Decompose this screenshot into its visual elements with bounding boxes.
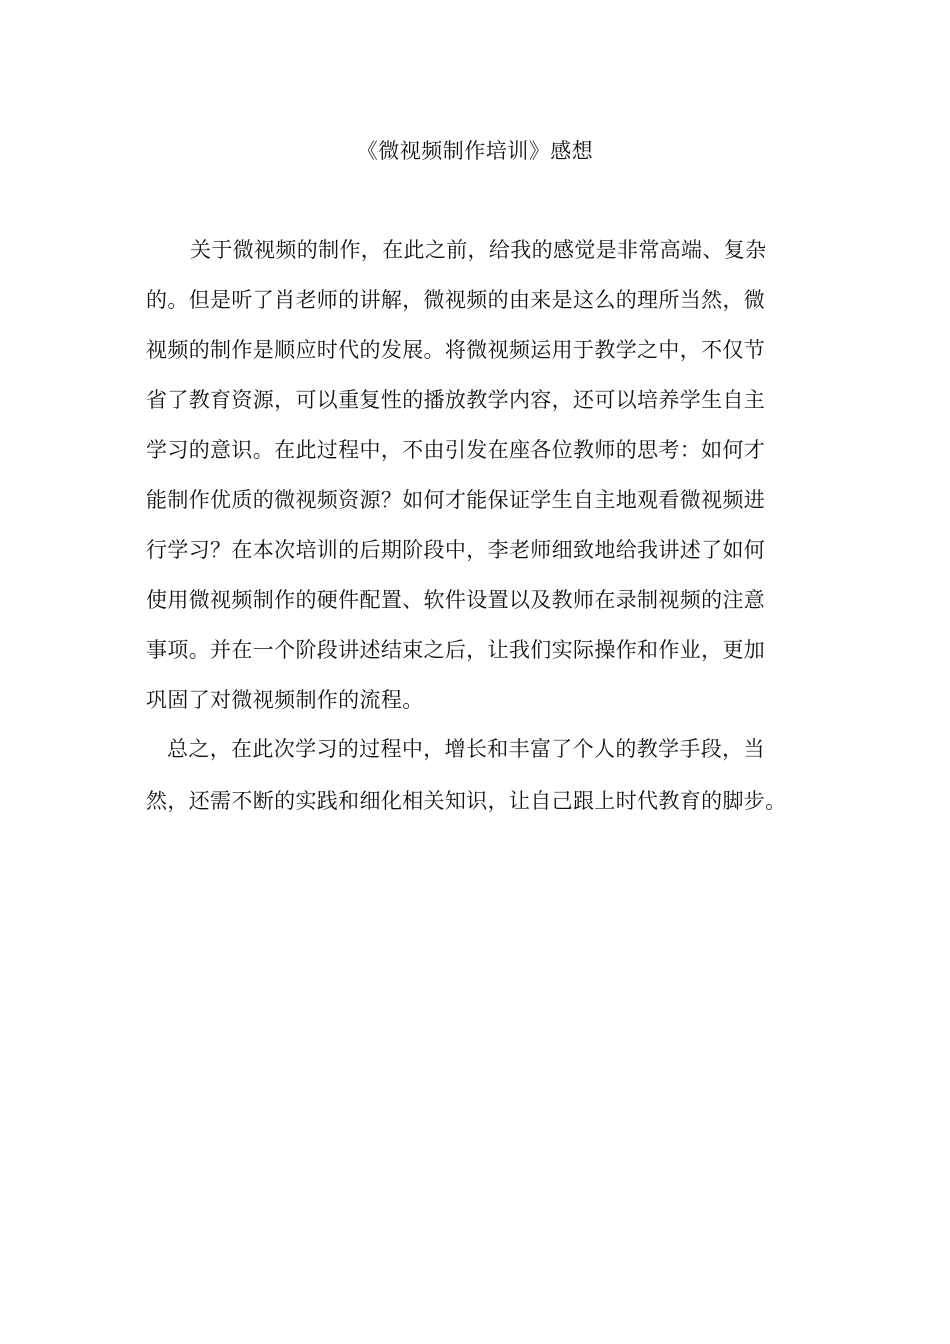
paragraph-1-line-6: 能制作优质的微视频资源？如何才能保证学生自主地观看微视频进 <box>146 488 766 512</box>
paragraph-2-line-2: 然，还需不断的实践和细化相关知识，让自己跟上时代教育的脚步。 <box>146 789 787 813</box>
paragraph-1-line-1: 关于微视频的制作，在此之前，给我的感觉是非常高端、复杂 <box>190 238 767 262</box>
paragraph-1-line-3: 视频的制作是顺应时代的发展。将微视频运用于教学之中，不仅节 <box>146 338 766 362</box>
paragraph-1-line-9: 事项。并在一个阶段讲述结束之后，让我们实际操作和作业，更加 <box>146 638 766 662</box>
paragraph-1-line-2: 的。但是听了肖老师的讲解，微视频的由来是这么的理所当然，微 <box>146 288 766 312</box>
paragraph-1-line-10: 巩固了对微视频制作的流程。 <box>146 688 424 712</box>
paragraph-2-line-1: 总之，在此次学习的过程中，增长和丰富了个人的教学手段，当 <box>167 737 765 761</box>
document-title: 《微视频制作培训》感想 <box>356 139 594 163</box>
paragraph-1-line-8: 使用微视频制作的硬件配置、软件设置以及教师在录制视频的注意 <box>146 588 766 612</box>
paragraph-1-line-5: 学习的意识。在此过程中，不由引发在座各位教师的思考：如何才 <box>146 438 766 462</box>
paragraph-1-line-7: 行学习？在本次培训的后期阶段中，李老师细致地给我讲述了如何 <box>146 538 766 562</box>
paragraph-1-line-4: 省了教育资源，可以重复性的播放教学内容，还可以培养学生自主 <box>146 388 766 412</box>
